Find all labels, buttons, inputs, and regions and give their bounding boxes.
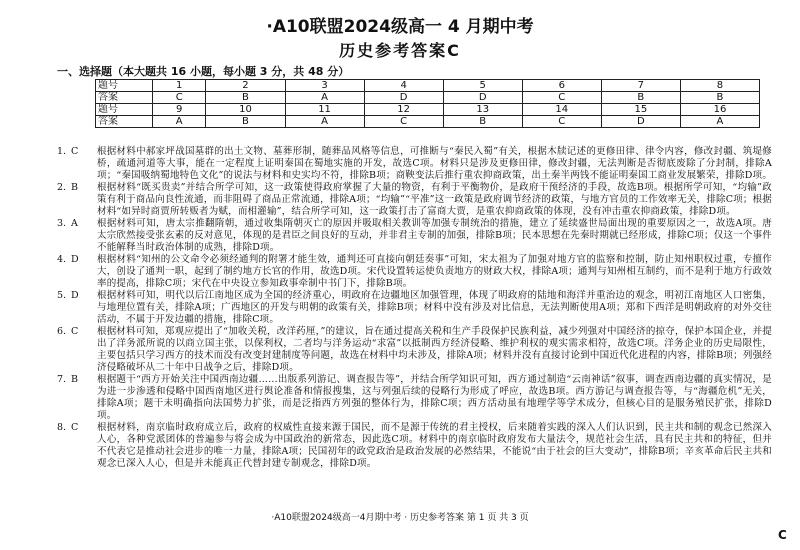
answer-row [96, 116, 760, 128]
question-explanation: 根据材料可知，明代以后江南地区成为全国的经济重心，明政府在边疆地区加强管理，体现了明政府的陆地和海洋并重治边的观念，明初江南地区人口密集，与地理位置有关，排除A项；广西地区的开发与明朝的政策有关，排除B项；材料中没有涉及对比信息，无法判断使用A项；郑和下西洋是明朝政府的对外交往活动，不属于开发边疆的措施，排除C项。 [97, 290, 772, 325]
question-number-cell: 10 [206, 104, 285, 116]
answer-cell: B [680, 92, 759, 104]
explanation-item [57, 182, 772, 218]
question-number-cell: 9 [153, 104, 206, 116]
answer-cell: A [680, 116, 759, 128]
question-number-cell: 4 [364, 80, 443, 92]
question-number: 8. [57, 422, 67, 433]
row-label: 题号 [96, 104, 153, 116]
question-answer: D [71, 254, 79, 265]
document-title: ·A10联盟2024级高一 4 月期中考 [266, 17, 534, 37]
explanation-item [57, 422, 772, 470]
question-number-cell: 12 [364, 104, 443, 116]
question-explanation: 根据题干“西方开始关注中国西南边疆……出版系列游记、调查报告等”，并结合所学知识可知，西方通过制造“云南神话”叙事，调查西南边疆的真实情况，是为进一步渗透和侵略中国西南地区进行舆论准备和情报搜集，这与列强后续的侵略行为形成了呼应，故选B项。西方游记与调查报告等，与“海疆危机”无关，排除A项；题干未明确指向法国势力扩张，而是泛指西方列强的整体行为，排除C项；西方活动虽有地理学等学术成分，但核心目的是服务殖民扩张，排除D项。 [97, 374, 772, 421]
corner-mark: C [778, 528, 787, 542]
question-number: 5. [57, 290, 67, 301]
question-number-cell: 16 [680, 104, 759, 116]
question-answer: D [71, 290, 79, 301]
answer-cell: A [285, 116, 364, 128]
answer-cell: B [601, 92, 680, 104]
explanation-item [57, 146, 772, 182]
question-answer: C [71, 326, 79, 337]
question-number: 2. [57, 182, 67, 193]
question-number-cell: 7 [601, 80, 680, 92]
question-number: 7. [57, 374, 67, 385]
question-answer: C [71, 146, 79, 157]
answer-cell: C [522, 92, 601, 104]
answer-cell: C [153, 92, 206, 104]
answer-cell: D [443, 92, 522, 104]
question-explanation: 根据材料可知，郑观应提出了“加收关税，改洋药厘，”的建议，旨在通过提高关税和生产手段保护民族利益，减少列强对中国经济的掠夺，保护本国企业，并提出了洋务派所说的以商立国主张，以保利权，二者均与洋务运动“求富”以抵制西方经济侵略、维护利权的观实需求相符，故选C项。洋务企业的历史局限性，主要包括只学习西方的技术而没有改变封建制度等问题，故选在材料中均未涉及，排除A项；材料并没有直接讨论到中国近代化进程的内容，排除B项；列强经济侵略破坏从二十年中日战争之后，排除D项。 [97, 326, 772, 373]
question-number-row [96, 80, 760, 92]
answer-cell: B [206, 92, 285, 104]
question-answer: C [71, 422, 79, 433]
question-number-cell: 5 [443, 80, 522, 92]
question-number-cell: 8 [680, 80, 759, 92]
question-explanation: 根据材料“既买贵卖”并结合所学可知，这一政策使得政府掌握了大量的物资，有利于平衡物价，是政府干预经济的手段，故选B项。根据所学可知，“均输”政策有利于商品向良性流通，而非阻碍了商品正常流通，排除A项；“均输”“平准”这一政策是政府调节经济的政策，与地方官员的工作效率无关，排除C项；根据材料“如异时商贾所转贩者为赋，而相灌输”，结合所学可知，这一政策打击了富商大贾，是重农抑商政策的体现，没有冲击重农抑商政策，排除D项。 [97, 182, 772, 217]
question-number-cell: 2 [206, 80, 285, 92]
question-number-cell: 1 [153, 80, 206, 92]
explanation-item [57, 290, 772, 326]
answer-row [96, 92, 760, 104]
question-number-row [96, 104, 760, 116]
explanation-list [57, 146, 772, 470]
question-number-cell: 14 [522, 104, 601, 116]
explanation-item [57, 326, 772, 374]
answer-cell: B [206, 116, 285, 128]
question-answer: A [71, 218, 78, 229]
explanation-item [57, 218, 772, 254]
question-explanation: 根据材料可知，唐太宗推翻隋朝，通过收集隋朝灭亡的原因并吸取相关教训等加强专制统治的措施，建立了延续盛世局面出现的重要原因之一，故选A项。唐太宗欣然接受张玄素的反对意见，体现的是君臣之间良好的互动，并非君主专制的加强，排除B项；民本思想在先秦时期就已经形成，排除C项；仅这一个事件不能解释当时政治体制的成熟，排除D项。 [97, 218, 772, 253]
answer-cell: C [522, 116, 601, 128]
row-label: 题号 [96, 80, 153, 92]
page-footer: ·A10联盟2024级高一4月期中考 · 历史参考答案 第 1 页 共 3 页 [271, 513, 529, 523]
explanation-item [57, 254, 772, 290]
answer-cell: D [364, 92, 443, 104]
question-number: 4. [57, 254, 67, 265]
question-explanation: 根据材料，南京临时政府成立后，政府的权威性直接来源于国民，而不是源于传统的君主授权，后来随着实践的深入人们认识到，民主共和制的观念已然深入人心，各种党派团体的普遍参与将会成为中国政治的新常态，因此选C项。材料中的南京临时政府发布大量法令，规范社会生活，具有民主共和的特征，但并不代表它是推动社会进步的唯一力量，排除A项；民国初年的政党政治是政治发展的必然结果，不能说“由于社会的巨大变动”，排除B项；辛亥革命后民主共和观念已深入人心，但是并未能真正代替封建专制观念，排除D项。 [97, 422, 772, 469]
question-answer: B [71, 374, 78, 385]
answer-cell: B [443, 116, 522, 128]
answer-cell: A [285, 92, 364, 104]
answer-cell: A [153, 116, 206, 128]
answer-table [95, 79, 760, 128]
question-answer: B [71, 182, 78, 193]
answer-cell: C [364, 116, 443, 128]
answer-cell: D [601, 116, 680, 128]
question-number-cell: 3 [285, 80, 364, 92]
question-explanation: 根据材料“知州的公文命令必须经通判的附署才能生效，通判还可直接向朝廷奏事”可知，宋太祖为了加强对地方官的监察和控制，防止知州职权过重，专擅作大，创设了通判一职，起到了制约地方长官的作用，故选D项。宋代设置转运使负责地方的财政大权，排除A项；通判与知州相互制约，而不是利于地方行政效率的提高，排除C项；宋代在中央设立参知政事牵制中书门下，排除B项。 [97, 254, 772, 289]
document-subtitle: 历史参考答案C [339, 41, 461, 60]
question-number-cell: 15 [601, 104, 680, 116]
section-heading: 一、选择题（本大题共 16 小题，每小题 3 分，共 48 分） [57, 65, 350, 78]
row-label: 答案 [96, 116, 153, 128]
explanation-item [57, 374, 772, 422]
question-number: 6. [57, 326, 67, 337]
question-explanation: 根据材料中郝家坪战国墓群的出土文物、墓葬形制，随葬品风格等信息，可推断与“秦民入蜀”有关，根据木牍记述的更修田律、律令内容，修改封疆、筑堤修桥，疏通河道等大事，能在一定程度上证明秦国在蜀地实施的开发，故选C项。材料只是涉及更修田律，修改封疆，无法判断是否彻底废除了分封制，排除A项；“秦国吸纳蜀地特色文化”的说法与材料和史实均不符，排除B项；商鞅变法后推行重农抑商政策，出土秦半两钱不能证明秦国工商业发展繁荣，排除D项。 [97, 146, 773, 181]
row-label: 答案 [96, 92, 153, 104]
question-number-cell: 6 [522, 80, 601, 92]
question-number-cell: 11 [285, 104, 364, 116]
question-number: 1. [57, 146, 67, 157]
question-number: 3. [57, 218, 67, 229]
question-number-cell: 13 [443, 104, 522, 116]
